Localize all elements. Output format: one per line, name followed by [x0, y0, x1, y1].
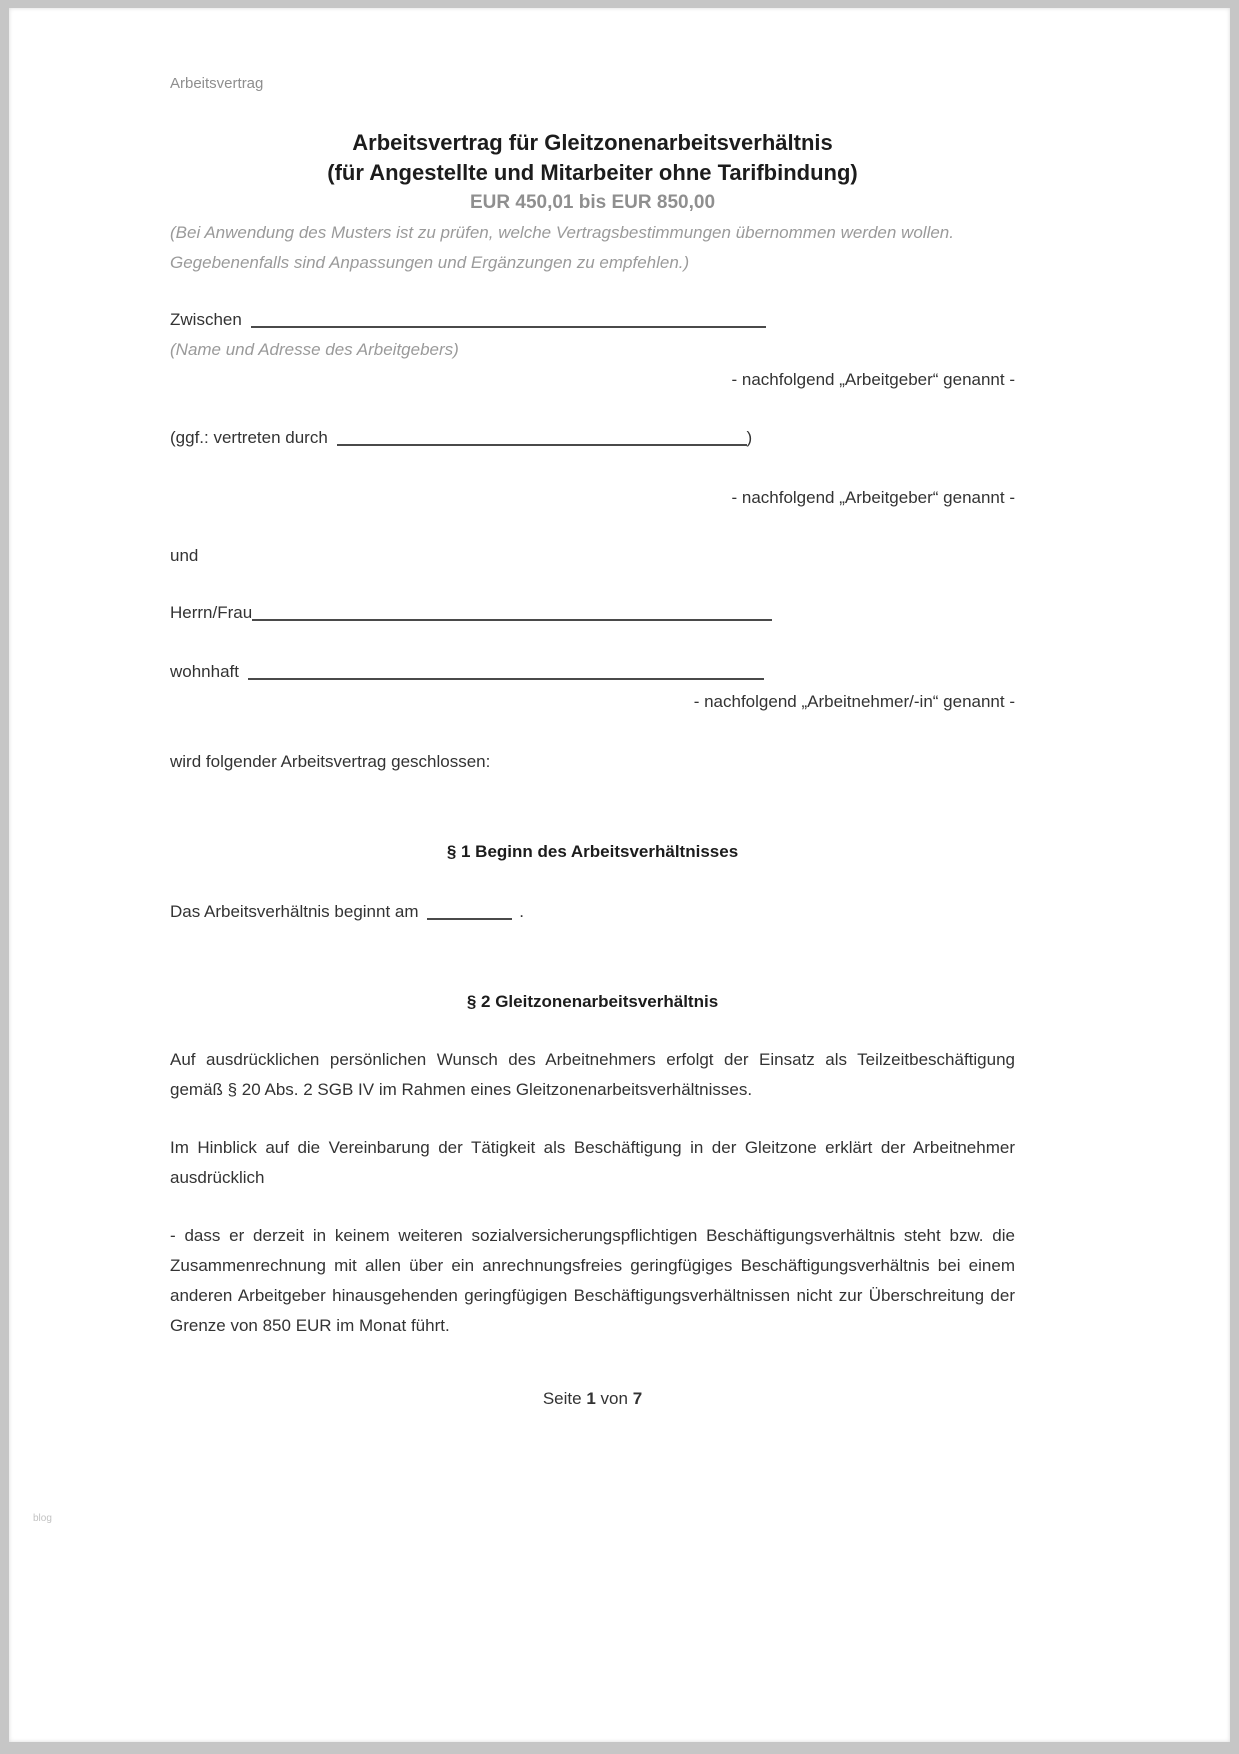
- und-line: und: [170, 546, 199, 565]
- employee-name-line: [170, 598, 1015, 628]
- employee-address-blank: [248, 664, 764, 680]
- zwischen-label: Zwischen: [170, 310, 242, 329]
- seite-label: Seite: [542, 1389, 582, 1408]
- vertreten-line: [170, 423, 1015, 453]
- employee-label: Herrn/Frau: [170, 603, 253, 622]
- wohnhaft-label: wohnhaft: [170, 662, 239, 681]
- von-label: von: [600, 1389, 628, 1408]
- corner-label: Arbeitsvertrag: [170, 75, 264, 92]
- employer-designation-line-2: - nachfolgend „Arbeitgeber“ genannt -: [731, 488, 1015, 507]
- employee-name-blank: [252, 605, 772, 621]
- vertreten-label: (ggf.: vertreten durch: [170, 428, 328, 447]
- contract-closing-line: wird folgender Arbeitsvertrag geschlossen:: [170, 752, 491, 771]
- wohnhaft-line: [170, 657, 1015, 687]
- start-date-blank: [427, 904, 512, 920]
- section-2-paragraph-3: - dass er derzeit in keinem weiteren sozialversicherungspflichtigen Beschäftigungsverhältnis steht bzw. die Zusammenrechnung mit allen über ein anrechnungsfreies geringfügiges Beschäftigungsverhältnis bei einem anderen Arbeitgeber hinausgehenden geringfügigen Beschäftigungsverhältnissen nicht zur Überschreitung der Grenze von 850 EUR im Monat führt.: [170, 1226, 1015, 1335]
- zwischen-line: [170, 305, 1015, 335]
- section-1-body: [170, 897, 1015, 927]
- section-2-paragraph-2: Im Hinblick auf die Vereinbarung der Tätigkeit als Beschäftigung in der Gleitzone erklärt der Arbeitnehmer ausdrücklich: [170, 1138, 1015, 1187]
- vertreten-close-paren: ): [746, 428, 753, 447]
- employee-designation-line: - nachfolgend „Arbeitnehmer/-in“ genannt -: [693, 692, 1015, 711]
- title-block: [170, 128, 1015, 218]
- representative-blank: [337, 430, 747, 446]
- section-1-heading: § 1 Beginn des Arbeitsverhältnisses: [446, 842, 739, 861]
- employer-name-blank: [251, 312, 766, 328]
- document-title-line2: (für Angestellte und Mitarbeiter ohne Tarifbindung): [327, 160, 858, 185]
- document-title-amount-range: EUR 450,01 bis EUR 850,00: [469, 192, 716, 213]
- total-page-count: 7: [632, 1389, 643, 1408]
- section-2-heading: § 2 Gleitzonenarbeitsverhältnis: [466, 992, 719, 1011]
- start-date-suffix: .: [519, 902, 524, 921]
- document-title-line1: Arbeitsvertrag für Gleitzonenarbeitsverhältnis: [352, 130, 833, 155]
- start-date-prefix: Das Arbeitsverhältnis beginnt am: [170, 902, 419, 921]
- corner-watermark: blog: [33, 1513, 52, 1524]
- document-page: [9, 8, 1230, 1742]
- usage-notice: (Bei Anwendung des Musters ist zu prüfen, welche Vertragsbestimmungen übernommen werden wollen. Gegebenenfalls sind Anpassungen und Ergänzungen zu empfehlen.): [170, 223, 954, 272]
- current-page-number: 1: [586, 1389, 596, 1408]
- section-2-paragraph-1: Auf ausdrücklichen persönlichen Wunsch des Arbeitnehmers erfolgt der Einsatz als Teilzeitbeschäftigung gemäß § 20 Abs. 2 SGB IV im Rahmen eines Gleitzonenarbeitsverhältnisses.: [170, 1050, 1015, 1099]
- document-content: [170, 8, 1015, 1414]
- page-footer: [170, 1384, 1015, 1414]
- employer-address-hint: (Name und Adresse des Arbeitgebers): [170, 340, 459, 359]
- employer-designation-line-1: - nachfolgend „Arbeitgeber“ genannt -: [731, 370, 1015, 389]
